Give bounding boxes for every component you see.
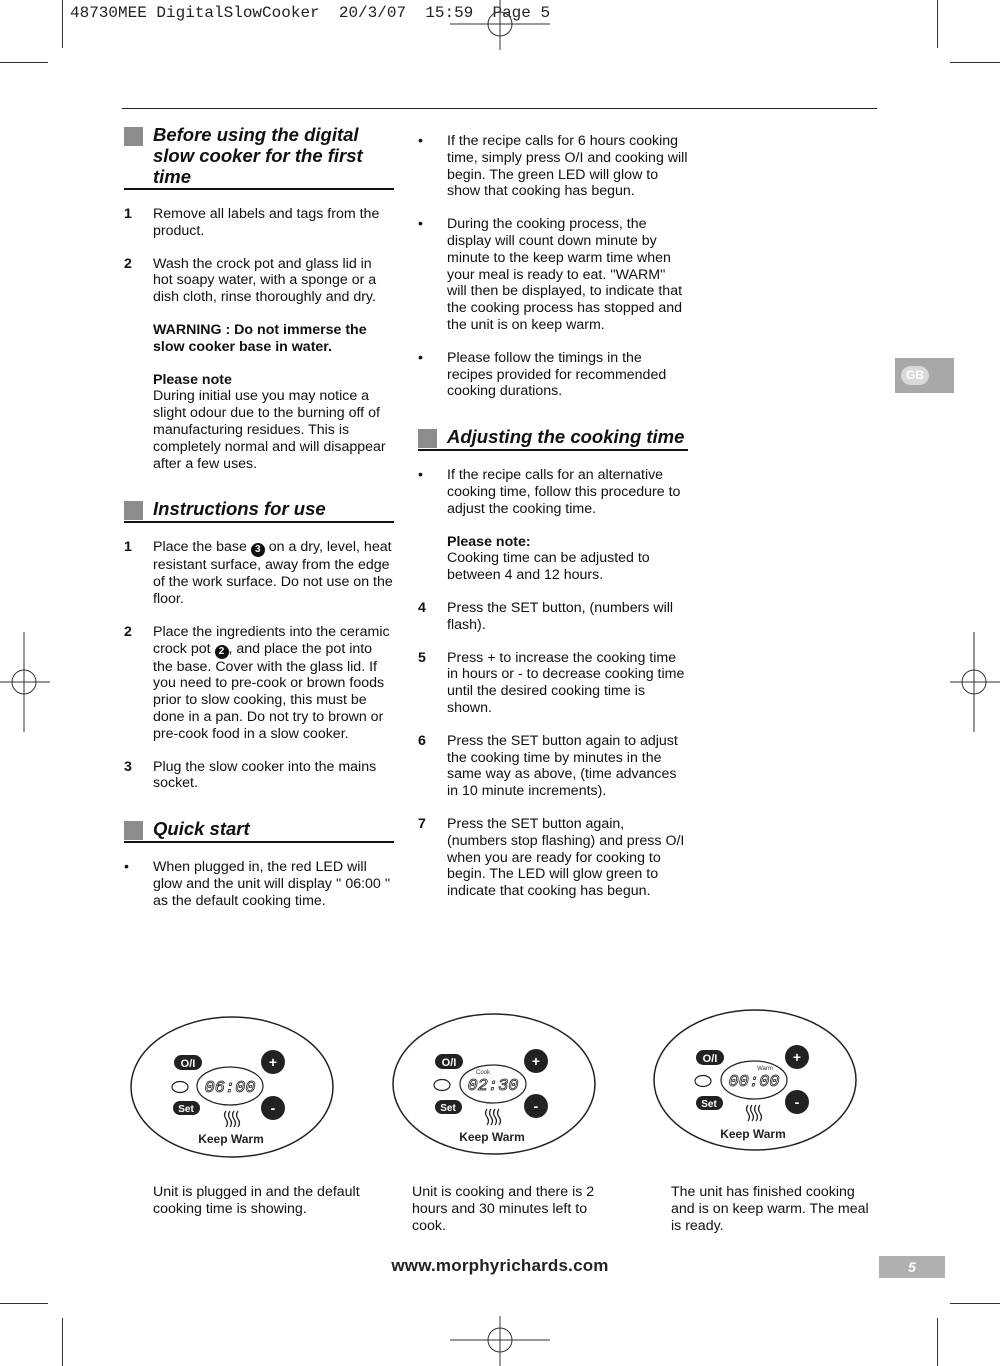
crop-mark (0, 1303, 48, 1304)
header-rule (122, 108, 877, 109)
on-off-label: O/I (702, 1053, 718, 1065)
minus-label: - (270, 1100, 276, 1116)
list-item: • When plugged in, the red LED will glow and the unit will display '' 06:00 '' as the default cooking time. (124, 859, 391, 909)
plus-label: + (531, 1053, 541, 1069)
set-label: Set (178, 1104, 194, 1115)
page-number: 5 (879, 1256, 945, 1278)
on-off-label: O/I (441, 1057, 457, 1069)
right-column (418, 133, 688, 900)
website-url[interactable]: www.morphyrichards.com (391, 1256, 609, 1275)
plus-label: + (792, 1049, 802, 1065)
list-item: 7 Press the SET button again, (numbers stop flashing) and press O/I when you are ready for cooking to begin. The LED will glow green to indicate that cooking has begun. (418, 815, 685, 900)
heading-square-icon (124, 127, 143, 146)
display-time: 02:30 (467, 1077, 519, 1096)
please-note: Please note During initial use you may notice a slight odour due to the burning off of manufacturing residues. This is completely normal and will disappear after a few uses. (153, 371, 386, 472)
language-tab (895, 358, 954, 393)
display-status: Cook (475, 1070, 491, 1076)
registration-mark-top (450, 0, 550, 50)
registration-mark-bottom (450, 1316, 550, 1366)
display-time: 00:00 (728, 1073, 780, 1092)
list-item: 6 Press the SET button again to adjust the cooking time by minutes in the same way as above, (time advances in 10 minute increments). (418, 732, 678, 800)
heading-square-icon (418, 429, 437, 448)
list-item: • During the cooking process, the display will count down minute by minute to the keep warm time when your meal is ready to eat. ''WARM'' will then be displayed, to indicate that the cooking process has stopped and the unit is on keep warm. (418, 216, 683, 333)
please-note: Please note: Cooking time can be adjusted to between 4 and 12 hours. (447, 533, 650, 584)
crop-mark (62, 1318, 63, 1366)
gb-badge: GB (901, 366, 929, 385)
printer-slug-line: 48730MEE DigitalSlowCooker 20/3/07 15:59 Page 5 (70, 4, 551, 22)
section-heading-adjusting-time: Adjusting the cooking time (418, 426, 688, 451)
set-label: Set (701, 1099, 717, 1110)
display-status: Warm (757, 1066, 773, 1072)
section-heading-instructions: Instructions for use (124, 498, 394, 523)
list-item: 3 Plug the slow cooker into the mains socket. (124, 758, 377, 792)
heading-square-icon (124, 821, 143, 840)
list-item: • If the recipe calls for an alternative cooking time, follow this procedure to adjust the cooking time. (418, 467, 681, 517)
control-panel-2 (392, 1012, 597, 1157)
warning-text: WARNING : Do not immerse the slow cooker base in water. (153, 321, 367, 355)
led-indicator-icon (172, 1082, 188, 1093)
panel-caption-2: Unit is cooking and there is 2 hours and 30 minutes left to cook. (412, 1184, 595, 1234)
minus-label: - (533, 1098, 539, 1114)
section-heading-quick-start: Quick start (124, 818, 394, 843)
led-indicator-icon (434, 1080, 450, 1091)
list-item: 4 Press the SET button, (numbers will flash). (418, 599, 674, 633)
registration-mark-right (950, 632, 1000, 732)
led-indicator-icon (695, 1076, 711, 1087)
on-off-label: O/I (180, 1058, 196, 1070)
list-item: 5 Press + to increase the cooking time in hours or - to decrease cooking time until the desired cooking time is shown. (418, 649, 685, 716)
set-label: Set (440, 1103, 456, 1114)
keep-warm-label: Keep Warm (720, 1127, 786, 1141)
part-number-badge: 3 (251, 543, 265, 557)
part-number-badge: 2 (215, 645, 229, 659)
panel-caption-1: Unit is plugged in and the default cooking time is showing. (153, 1184, 360, 1217)
heading-square-icon (124, 501, 143, 520)
control-panel-1 (130, 1015, 335, 1160)
list-item: 2 Place the ingredients into the ceramic crock pot 2 , and place the pot into the base. Cover with the glass lid. If you need to pre-cook or brown foods prior to slow cooking, this must be done in a pan. Do not try to brown or pre-cook food in a slow cooker. (124, 623, 390, 742)
crop-mark (950, 62, 1000, 63)
crop-mark (62, 0, 63, 48)
list-item: • If the recipe calls for 6 hours cooking time, simply press O/I and cooking will begin. The green LED will glow to show that cooking has begun. (418, 133, 688, 200)
plus-label: + (268, 1054, 278, 1070)
crop-mark (0, 62, 48, 63)
list-item: • Please follow the timings in the recipes provided for recommended cooking durations. (418, 349, 667, 400)
section-heading-before-first-use: Before using the digital slow cooker for the first time (124, 124, 394, 190)
crop-mark (937, 0, 938, 48)
crop-mark (937, 1318, 938, 1366)
registration-mark-left (0, 632, 50, 732)
keep-warm-label: Keep Warm (198, 1132, 264, 1146)
control-panel-3 (653, 1008, 858, 1153)
minus-label: - (794, 1094, 800, 1110)
list-item: 1 Place the base 3 on a dry, level, heat resistant surface, away from the edge of the work surface. Do not use on the floor. (124, 539, 393, 607)
crop-mark (950, 1303, 1000, 1304)
left-column (124, 124, 394, 910)
list-item: 2 Wash the crock pot and glass lid in hot soapy water, with a sponge or a dish cloth, rinse thoroughly and dry. (124, 255, 377, 306)
keep-warm-label: Keep Warm (459, 1130, 525, 1144)
panel-caption-3: The unit has finished cooking and is on keep warm. The meal is ready. (671, 1184, 869, 1234)
display-time: 06:00 (204, 1079, 256, 1098)
list-item: 1 Remove all labels and tags from the product. (124, 206, 380, 239)
